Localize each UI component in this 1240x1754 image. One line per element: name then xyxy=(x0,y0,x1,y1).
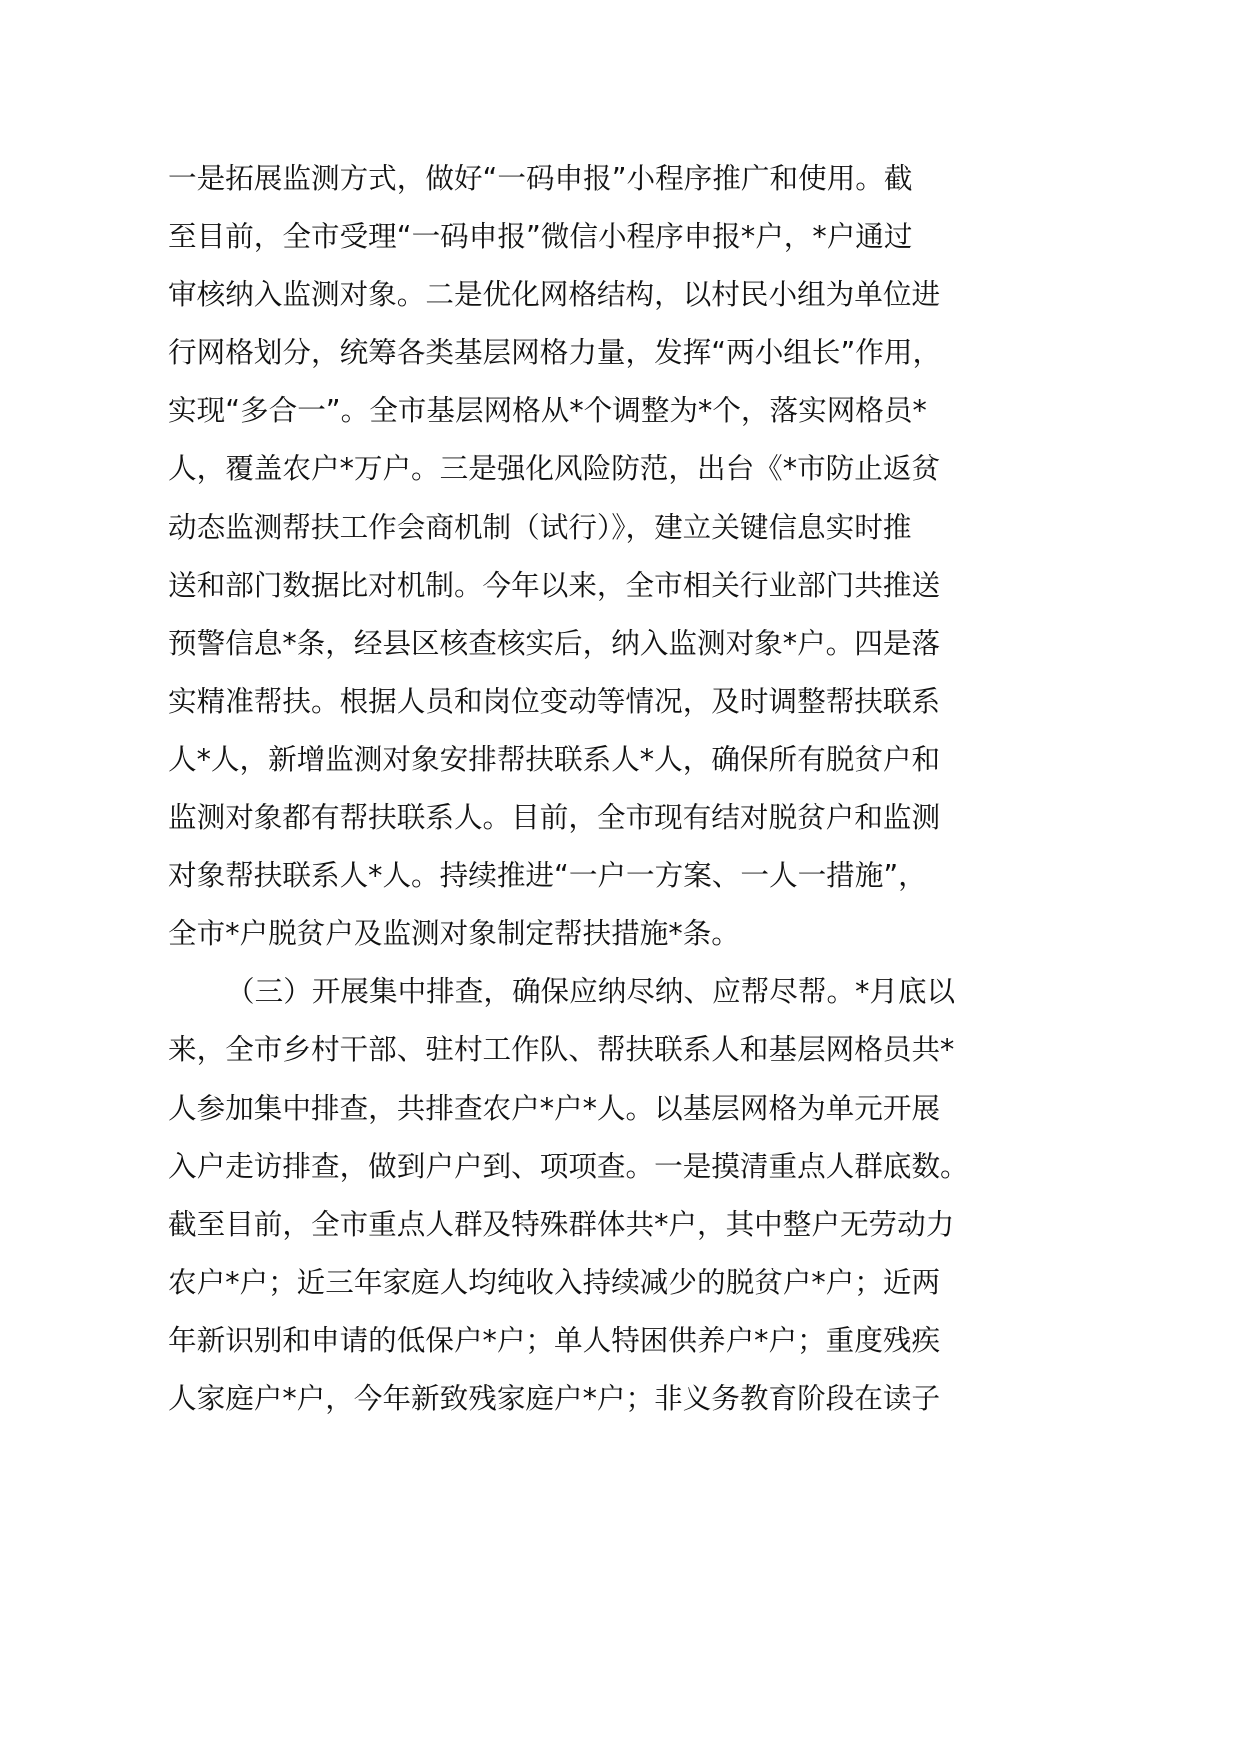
text-line: 来，全市乡村干部、驻村工作队、帮扶联系人和基层网格员共* xyxy=(168,1032,955,1067)
text-line: 截至目前，全市重点人群及特殊群体共*户，其中整户无劳动力 xyxy=(168,1206,955,1241)
text-line: 行网格划分，统筹各类基层网格力量，发挥“两小组长”作用， xyxy=(168,335,942,370)
text-line: 年新识别和申请的低保户*户；单人特困供养户*户；重度残疾 xyxy=(168,1322,941,1357)
text-line: 动态监测帮扶工作会商机制（试行）》，建立关键信息实时推 xyxy=(168,509,912,544)
text-line: 入户走访排查，做到户户到、项项查。一是摸清重点人群底数。 xyxy=(168,1148,969,1183)
text-line: 人*人，新增监测对象安排帮扶联系人*人，确保所有脱贫户和 xyxy=(168,741,941,776)
paragraph-monitoring-measures xyxy=(168,149,1048,962)
text-line: 至目前，全市受理“一码申报”微信小程序申报*户，*户通过 xyxy=(168,219,913,254)
text-line: 审核纳入监测对象。二是优化网格结构，以村民小组为单位进 xyxy=(168,277,941,312)
text-line: 送和部门数据比对机制。今年以来，全市相关行业部门共推送 xyxy=(168,567,941,602)
text-line: 实精准帮扶。根据人员和岗位变动等情况，及时调整帮扶联系 xyxy=(168,683,941,718)
text-line: 全市*户脱贫户及监测对象制定帮扶措施*条。 xyxy=(168,916,740,951)
text-line: 对象帮扶联系人*人。持续推进“一户一方案、一人一措施”， xyxy=(168,858,927,893)
text-line: 监测对象都有帮扶联系人。目前，全市现有结对脱贫户和监测 xyxy=(168,800,941,835)
text-line: 农户*户；近三年家庭人均纯收入持续减少的脱贫户*户；近两 xyxy=(168,1264,941,1299)
text-line: 一是拓展监测方式，做好“一码申报”小程序推广和使用。截 xyxy=(168,161,913,195)
document-body xyxy=(168,149,1048,1427)
text-line: 人，覆盖农户*万户。三是强化风险防范，出台《*市防止返贫 xyxy=(168,451,941,486)
text-line: 人家庭户*户，今年新致残家庭户*户；非义务教育阶段在读子 xyxy=(168,1380,941,1415)
text-line: 人参加集中排查，共排查农户*户*人。以基层网格为单元开展 xyxy=(168,1090,941,1125)
paragraph-section-three xyxy=(168,962,1048,1427)
text-line: 预警信息*条，经县区核查核实后，纳入监测对象*户。四是落 xyxy=(168,625,941,660)
text-line: 实现“多合一”。全市基层网格从*个调整为*个，落实网格员* xyxy=(168,393,927,428)
section-heading-line: （三）开展集中排查，确保应纳尽纳、应帮尽帮。*月底以 xyxy=(226,974,956,1009)
